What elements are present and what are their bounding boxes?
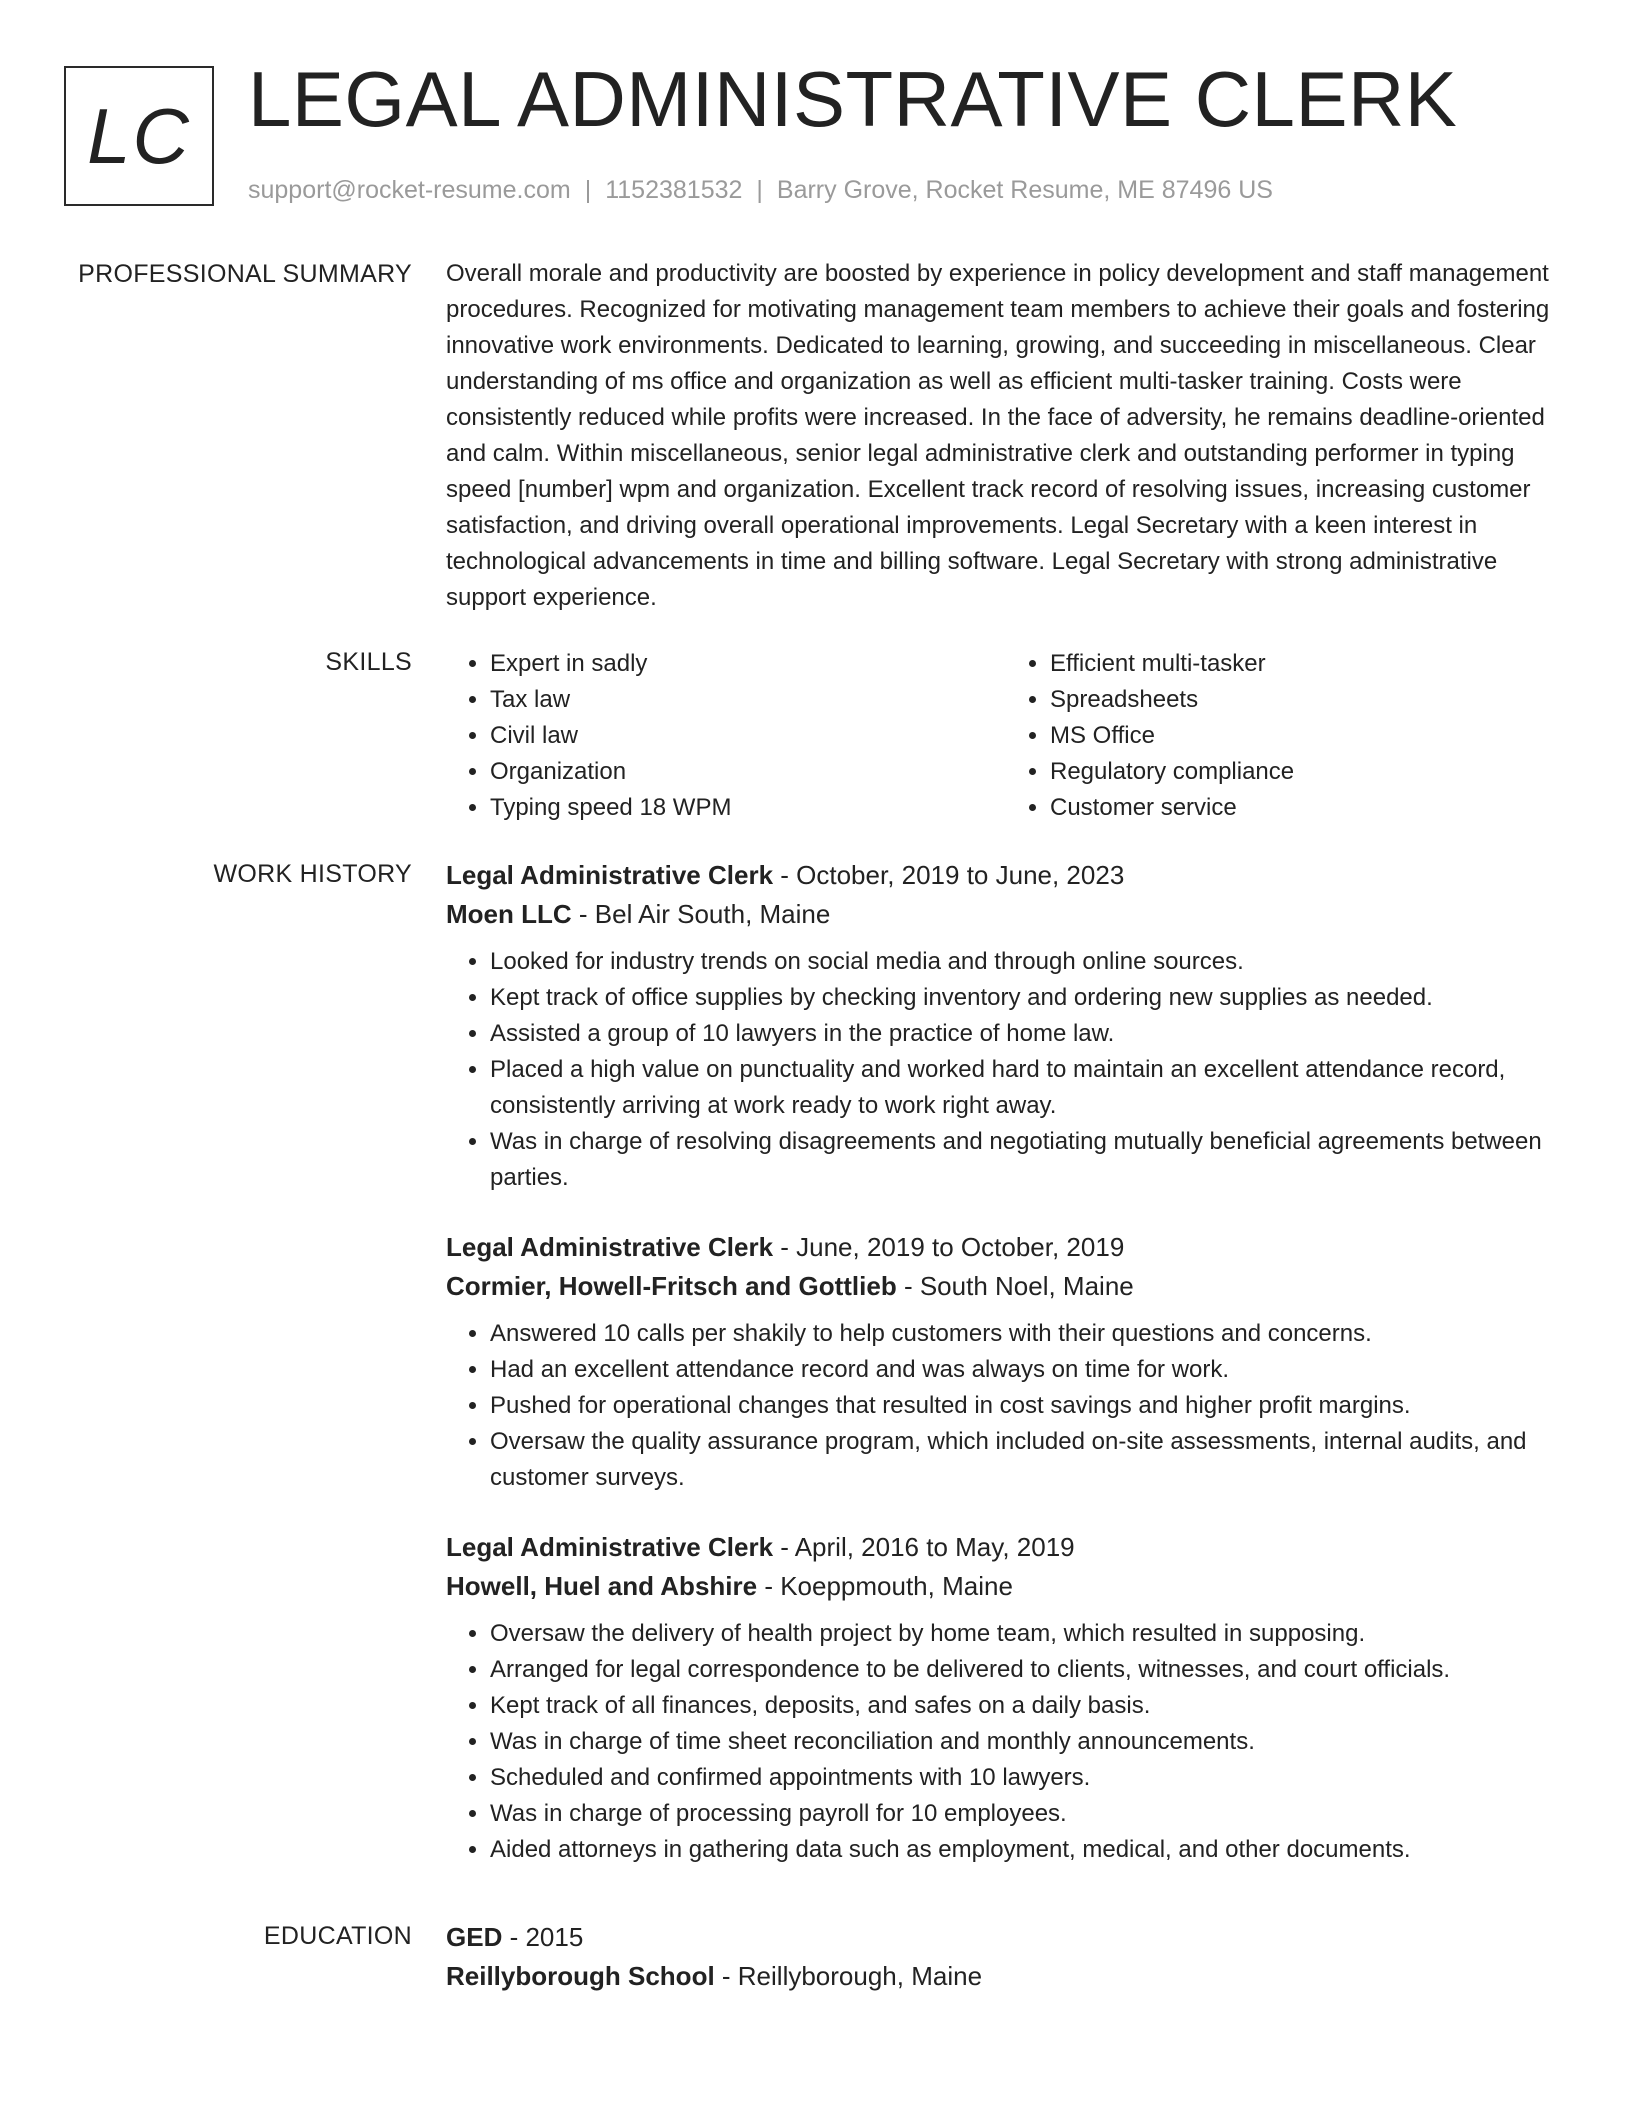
contact-separator: |	[756, 176, 763, 204]
job-bullets	[446, 1316, 1566, 1496]
job-title-line	[446, 1528, 1566, 1567]
monogram-initials: LC	[87, 91, 191, 180]
job-bullet: • Assisted a group of 10 lawyers in the practice of home law.	[490, 1016, 1566, 1052]
summary-label: PROFESSIONAL SUMMARY	[78, 260, 412, 288]
contact-email: support@rocket-resume.com	[248, 176, 571, 204]
education-school-line	[446, 1957, 1566, 1996]
skill-item: • Regulatory compliance	[1050, 754, 1566, 790]
job-bullet: • Oversaw the delivery of health project by home team, which resulted in supposing.	[490, 1616, 1566, 1652]
education-degree: GED	[446, 1922, 503, 1952]
job-dates: - April, 2016 to May, 2019	[773, 1532, 1075, 1562]
job-bullet: • Arranged for legal correspondence to be delivered to clients, witnesses, and court officials.	[490, 1652, 1566, 1688]
job-bullet: • Pushed for operational changes that resulted in cost savings and higher profit margins.	[490, 1388, 1566, 1424]
skill-item: • Customer service	[1050, 790, 1566, 826]
job-bullet: • Was in charge of time sheet reconciliation and monthly announcements.	[490, 1724, 1566, 1760]
job-bullet: • Answered 10 calls per shakily to help customers with their questions and concerns.	[490, 1316, 1566, 1352]
skill-item: • Efficient multi-tasker	[1050, 646, 1566, 682]
job-bullet: • Aided attorneys in gathering data such as employment, medical, and other documents.	[490, 1832, 1566, 1868]
resume-title: LEGAL ADMINISTRATIVE CLERK	[248, 55, 1458, 143]
job-bullets	[446, 944, 1566, 1196]
skill-item: • Spreadsheets	[1050, 682, 1566, 718]
monogram-box	[64, 66, 214, 206]
job-bullet: • Placed a high value on punctuality and worked hard to maintain an excellent attendance record, consistently arriving at work ready to work right away.	[490, 1052, 1566, 1124]
skill-item: • Organization	[490, 754, 1006, 790]
job-title-line	[446, 1228, 1566, 1267]
contact-address: Barry Grove, Rocket Resume, ME 87496 US	[776, 176, 1273, 204]
work-history-list	[446, 856, 1566, 1900]
skills-column-right	[1006, 646, 1566, 826]
job-company-line	[446, 1267, 1566, 1306]
job-location: - Bel Air South, Maine	[571, 899, 831, 929]
skill-item: • Typing speed 18 WPM	[490, 790, 1006, 826]
skills-column-left	[446, 646, 1006, 826]
job-bullet: • Had an excellent attendance record and was always on time for work.	[490, 1352, 1566, 1388]
job-location: - Koeppmouth, Maine	[757, 1571, 1013, 1601]
job-company-line	[446, 1567, 1566, 1606]
summary-text: Overall morale and productivity are boosted by experience in policy development and staff management procedures. Recognized for motivating management team members to achieve their goals and fostering innovative work environments. Dedicated to learning, growing, and succeeding in miscellaneous. Clear understanding of ms office and organization as well as efficient multi-tasker training. Costs were consistently reduced while profits were increased. In the face of adversity, he remains deadline-oriented and calm. Within miscellaneous, senior legal administrative clerk and outstanding performer in typing speed [number] wpm and organization. Excellent track record of resolving issues, increasing customer satisfaction, and driving overall operational improvements. Legal Secretary with a keen interest in technological advancements in time and billing software. Legal Secretary with strong administrative support experience.	[446, 260, 1550, 611]
job-title: Legal Administrative Clerk	[446, 1532, 774, 1562]
skill-item: • MS Office	[1050, 718, 1566, 754]
skill-item: • Tax law	[490, 682, 1006, 718]
job-entry	[446, 856, 1566, 1196]
contact-line	[248, 176, 1273, 205]
contact-phone: 1152381532	[605, 176, 743, 204]
education-degree-line	[446, 1918, 1566, 1957]
job-bullet: • Kept track of all finances, deposits, and safes on a daily basis.	[490, 1688, 1566, 1724]
job-company: Howell, Huel and Abshire	[446, 1571, 758, 1601]
job-bullet: • Was in charge of processing payroll for 10 employees.	[490, 1796, 1566, 1832]
job-bullet: • Scheduled and confirmed appointments with 10 lawyers.	[490, 1760, 1566, 1796]
skills-label: SKILLS	[325, 648, 412, 676]
job-company: Cormier, Howell-Fritsch and Gottlieb	[446, 1271, 897, 1301]
job-title: Legal Administrative Clerk	[446, 1232, 774, 1262]
job-bullet: • Was in charge of resolving disagreements and negotiating mutually beneficial agreements between parties.	[490, 1124, 1566, 1196]
skills-grid	[446, 646, 1566, 826]
job-company-line	[446, 895, 1566, 934]
job-bullet: • Kept track of office supplies by checking inventory and ordering new supplies as needed.	[490, 980, 1566, 1016]
job-bullet: • Looked for industry trends on social media and through online sources.	[490, 944, 1566, 980]
job-dates: - June, 2019 to October, 2019	[773, 1232, 1125, 1262]
job-bullets	[446, 1616, 1566, 1868]
job-title: Legal Administrative Clerk	[446, 860, 774, 890]
job-entry	[446, 1528, 1566, 1868]
contact-separator: |	[584, 176, 592, 204]
work-history-label: WORK HISTORY	[213, 860, 412, 888]
job-title-line	[446, 856, 1566, 895]
skill-item: • Civil law	[490, 718, 1006, 754]
job-bullet: • Oversaw the quality assurance program, which included on-site assessments, internal audits, and customer surveys.	[490, 1424, 1566, 1496]
education-label: EDUCATION	[263, 1922, 412, 1950]
education-year: - 2015	[502, 1922, 584, 1952]
job-dates: - October, 2019 to June, 2023	[773, 860, 1125, 890]
education-entry	[446, 1918, 1566, 1996]
job-entry	[446, 1228, 1566, 1496]
job-company: Moen LLC	[446, 899, 572, 929]
education-location: - Reillyborough, Maine	[714, 1961, 983, 1991]
education-school: Reillyborough School	[446, 1961, 715, 1991]
job-location: - South Noel, Maine	[896, 1271, 1134, 1301]
skill-item: • Expert in sadly	[490, 646, 1006, 682]
